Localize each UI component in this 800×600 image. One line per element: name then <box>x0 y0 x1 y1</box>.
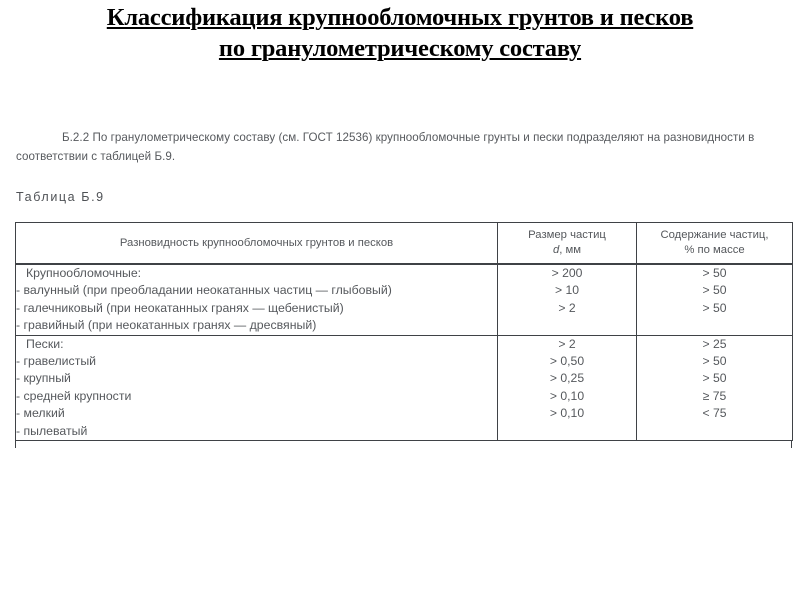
content-value: > 50 <box>702 283 727 298</box>
variety-item: - мелкий <box>16 406 65 421</box>
table-b9 <box>15 222 793 441</box>
title-line-2-text: по гранулометрическому составу <box>218 35 582 62</box>
size-value: > 0,10 <box>549 406 585 421</box>
title-line-2 <box>0 33 800 64</box>
group-title-sands: Пески: <box>26 336 64 351</box>
column-header-variety: Разновидность крупнообломочных грунтов и песков <box>16 223 498 265</box>
table-header <box>16 223 793 265</box>
variety-item: - крупный <box>16 371 71 386</box>
cell-content-coarse <box>637 264 793 335</box>
column-header-particle-size <box>498 223 637 265</box>
size-value: > 0,25 <box>549 371 585 386</box>
table-header-row <box>16 223 793 265</box>
column-header-particle-size-line2 <box>498 243 636 258</box>
content-value: ≥ 75 <box>702 388 727 403</box>
size-value: > 0,10 <box>549 388 585 403</box>
content-value: < 75 <box>702 406 727 421</box>
title-line-1-text: Классификация крупнообломочных грунтов и песков <box>106 4 694 31</box>
variety-item: - галечниковый (при неокатанных гранях — щебенистый) <box>16 300 344 315</box>
cell-size-sands <box>498 335 637 440</box>
size-value: > 2 <box>558 336 576 351</box>
content-value: > 50 <box>702 300 727 315</box>
content-value: > 50 <box>702 354 727 369</box>
cell-content-sands <box>637 335 793 440</box>
content-value: > 25 <box>702 336 727 351</box>
title-line-1 <box>0 2 800 33</box>
symbol-d: d <box>552 244 560 256</box>
table-row <box>16 335 793 440</box>
units-mm: , мм <box>559 244 582 256</box>
clause-paragraph: Б.2.2 По гранулометрическому составу (см. ГОСТ 12536) крупнообломочные грунты и пески подразделяют на разновидности в соответствии с таблицей Б.9. <box>16 131 755 163</box>
variety-item: - средней крупности <box>16 388 132 403</box>
column-header-particle-content-line2: % по массе <box>684 244 745 256</box>
table-truncated-edge <box>15 441 792 449</box>
size-value: > 200 <box>551 266 583 280</box>
column-header-particle-content-line1: Содержание частиц, <box>660 229 769 241</box>
variety-item: - гравийный (при неокатанных гранях — дресвяный) <box>16 318 317 333</box>
variety-item: - валунный (при преобладании неокатанных частиц — глыбовый) <box>16 283 392 298</box>
content-value: > 50 <box>702 266 727 280</box>
table-body <box>16 264 793 441</box>
content-value: > 50 <box>702 371 727 386</box>
cell-variety-coarse <box>16 264 498 335</box>
variety-item: - пылеватый <box>16 423 88 438</box>
group-title-coarse: Крупнообломочные: <box>26 266 142 280</box>
size-value: > 10 <box>554 283 580 298</box>
cell-size-coarse <box>498 264 637 335</box>
table-edge-stub-right <box>791 441 792 448</box>
page-title <box>0 2 800 64</box>
table-b9-wrapper <box>15 222 792 449</box>
column-header-particle-content <box>637 223 793 265</box>
table-edge-stub-left <box>15 441 16 448</box>
variety-item: - гравелистый <box>16 354 97 369</box>
size-value: > 2 <box>558 300 576 315</box>
column-header-particle-size-line1: Размер частиц <box>528 229 606 241</box>
table-caption: Таблица Б.9 <box>16 190 105 204</box>
table-row <box>16 264 793 335</box>
size-value: > 0,50 <box>549 354 585 369</box>
cell-variety-sands <box>16 335 498 440</box>
